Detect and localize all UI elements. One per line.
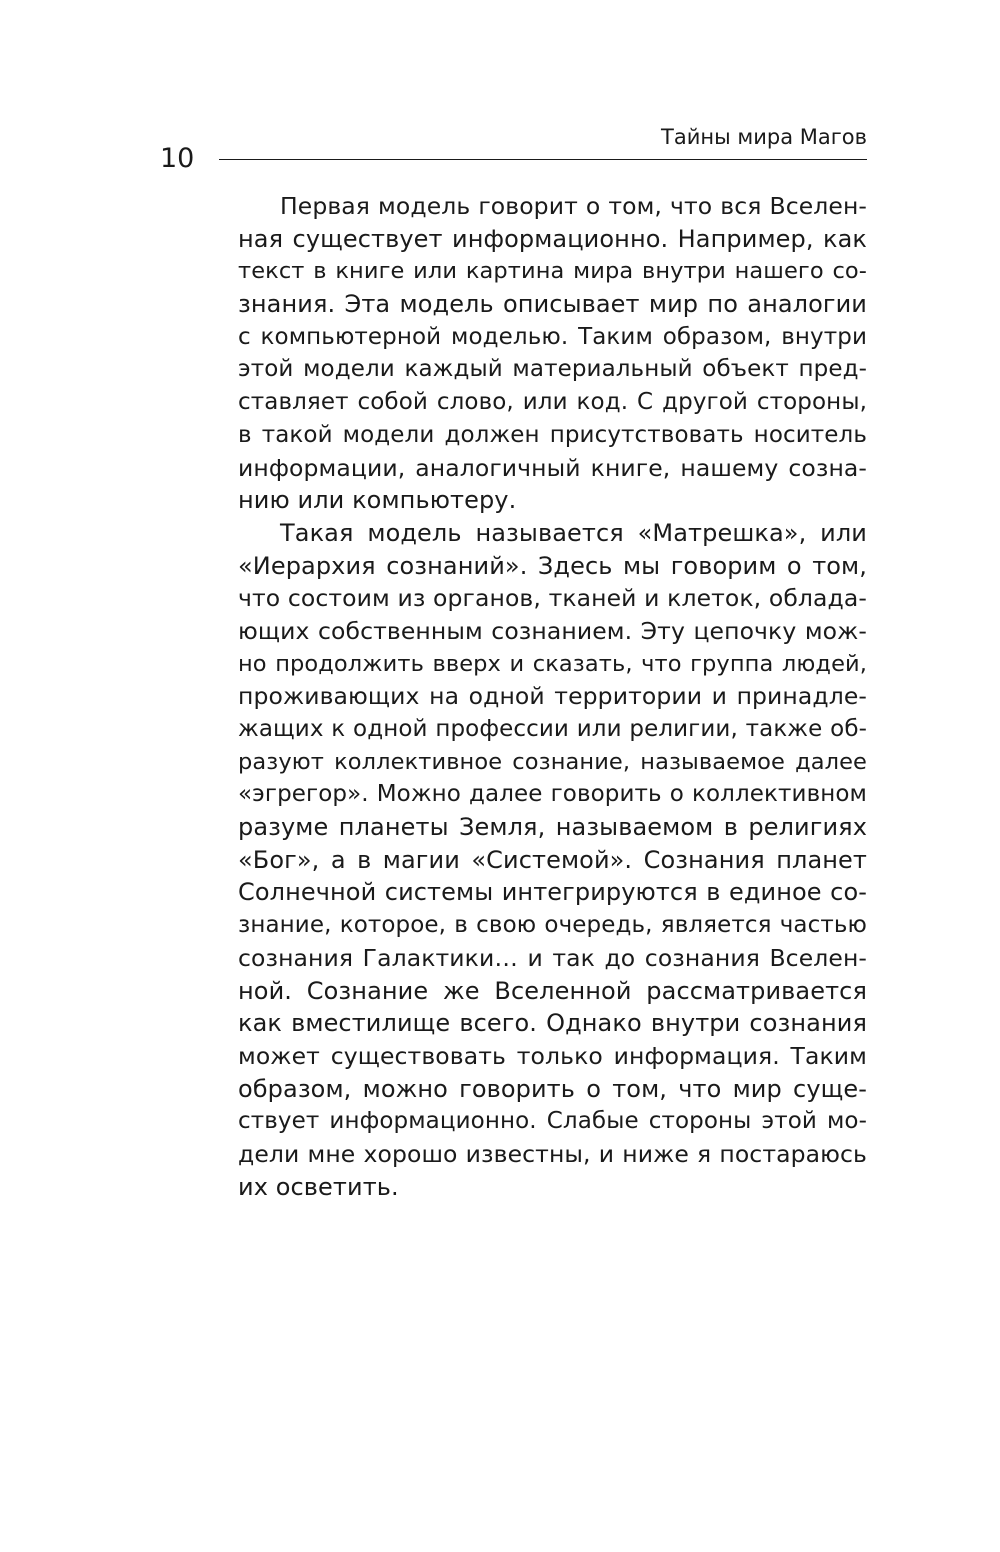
text-line: ющих собственным сознанием. Эту цепочку мож- <box>238 616 867 645</box>
text-line: проживающих на одной территории и принадле- <box>238 682 867 711</box>
text-line: что состоим из органов, тканей и клеток, облада- <box>238 584 867 613</box>
text-line: «Бог», а в магии «Системой». Сознания планет <box>238 845 867 874</box>
text-line: информации, аналогичный книге, нашему созна- <box>238 453 867 482</box>
text-line: но продолжить вверх и сказать, что группа людей, <box>238 650 867 677</box>
paragraph-2 <box>238 517 867 1203</box>
text-line: знания. Эта модель описывает мир по аналогии <box>238 290 867 319</box>
running-title: Тайны мира Магов <box>661 125 867 149</box>
text-line: ствует информационно. Слабые стороны этой мо- <box>238 1108 867 1135</box>
text-line: ставляет собой слово, или код. С другой стороны, <box>238 389 867 416</box>
text-line: Солнечной системы интегрируются в единое со- <box>238 878 867 907</box>
text-line: как вместилище всего. Однако внутри сознания <box>238 1009 867 1038</box>
text-line: Первая модель говорит о том, что вся Вселен- <box>280 192 867 220</box>
text-line: ной. Сознание же Вселенной рассматривается <box>238 976 867 1005</box>
paragraph-1 <box>238 190 867 517</box>
text-line: знание, которое, в свою очередь, является частью <box>238 912 867 939</box>
text-line: сознания Галактики… и так до сознания Вселен- <box>238 943 867 972</box>
text-line: в такой модели должен присутствовать носитель <box>238 421 867 448</box>
text-line: «Иерархия сознаний». Здесь мы говорим о том, <box>238 551 867 580</box>
body-text <box>238 190 867 1203</box>
text-line: разуют коллективное сознание, называемое далее <box>238 748 867 775</box>
text-line: текст в книге или картина мира внутри нашего со- <box>238 258 867 285</box>
text-line: разуме планеты Земля, называемом в религиях <box>238 813 867 842</box>
text-line: может существовать только информация. Таким <box>238 1041 867 1070</box>
text-line: образом, можно говорить о том, что мир суще- <box>238 1074 867 1103</box>
text-line: Такая модель называется «Матрешка», или <box>280 518 867 547</box>
text-line: их осветить. <box>238 1172 399 1201</box>
header-rule <box>219 159 867 160</box>
text-line: ная существует информационно. Например, как <box>238 224 867 253</box>
text-line: нию или компьютеру. <box>238 486 517 515</box>
text-line: этой модели каждый материальный объект пред- <box>238 356 867 383</box>
page-number: 10 <box>160 143 195 174</box>
text-line: жащих к одной профессии или религии, также об- <box>238 716 867 742</box>
text-line: дели мне хорошо известны, и ниже я постараюсь <box>238 1139 867 1168</box>
text-line: «эгрегор». Можно далее говорить о коллективном <box>238 781 867 808</box>
text-line: с компьютерной моделью. Таким образом, внутри <box>238 323 867 350</box>
